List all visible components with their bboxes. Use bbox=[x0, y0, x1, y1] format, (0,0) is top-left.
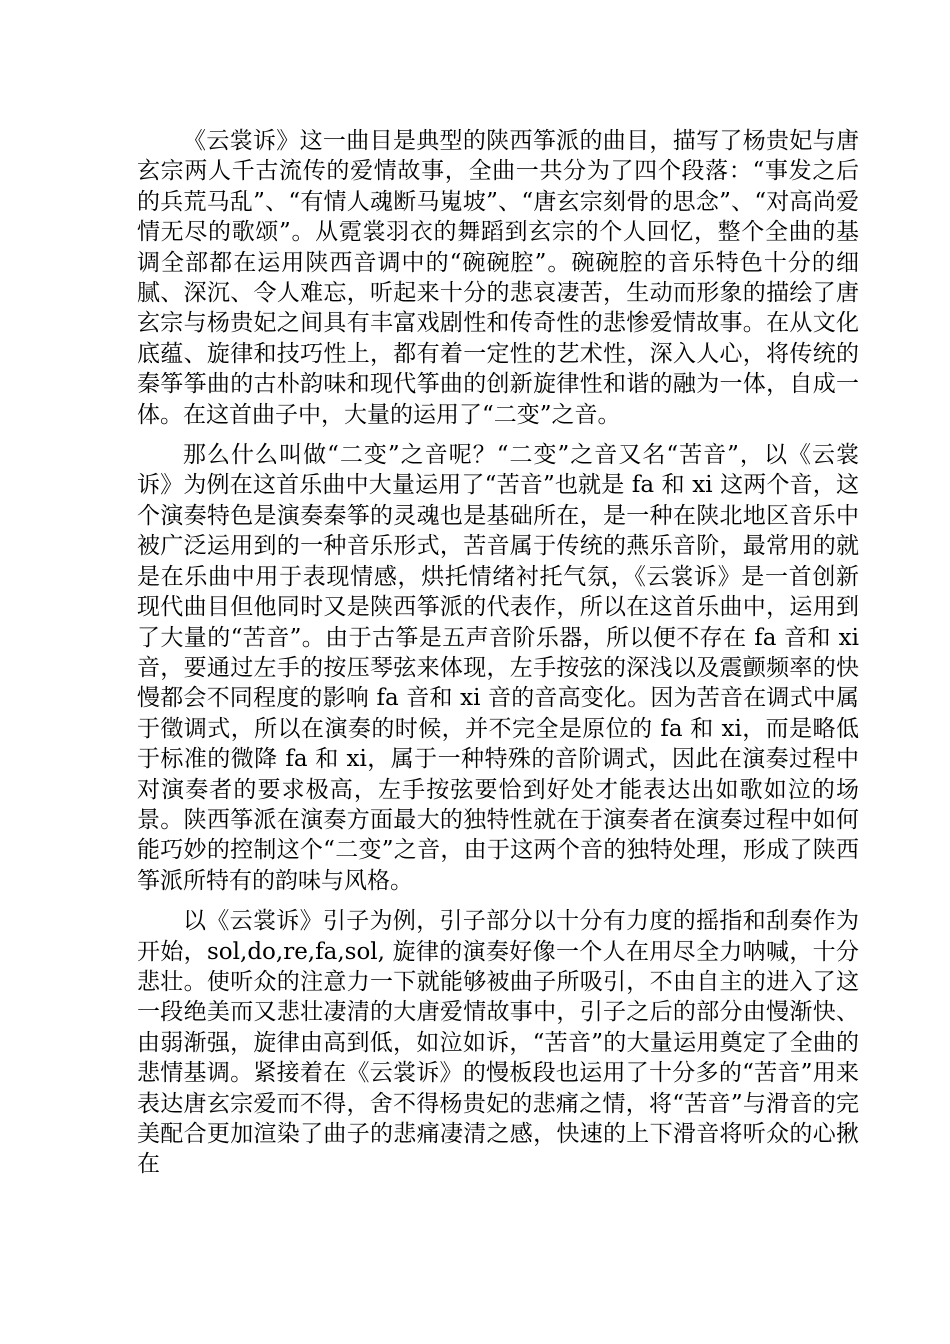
paragraph-2: 那么什么叫做“二变”之音呢？“二变”之音又名“苦音”，以《云裳诉》为例在这首乐曲中大量运用了“苦音”也就是 fa 和 xi 这两个音，这个演奏特色是演奏秦筝的灵魂也是基础所在，是一种在陕北地区音乐中被广泛运用到的一种音乐形式，苦音属于传统的燕乐音阶，最常用的就是在乐曲中用于表现情感，烘托情绪衬托气氛，《云裳诉》是一首创新现代曲目但他同时又是陕西筝派的代表作，所以在这首乐曲中，运用到了大量的“苦音”。由于古筝是五声音阶乐器，所以便不存在 fa 音和 xi 音，要通过左手的按压琴弦来体现，左手按弦的深浅以及震颤频率的快慢都会不同程度的影响 fa 音和 xi 音的音高变化。因为苦音在调式中属于徵调式，所以在演奏的时候，并不完全是原位的 fa 和 xi，而是略低于标准的微降 fa 和 xi，属于一种特殊的音阶调式，因此在演奏过程中对演奏者的要求极高，左手按弦要恰到好处才能表达出如歌如泣的场景。陕西筝派在演奏方面最大的独特性就在于演奏者在演奏过程中如何能巧妙的控制这个“二变”之音，由于这两个音的独特处理，形成了陕西筝派所特有的韵味与风格。 bbox=[137, 442, 859, 894]
paragraph-1: 《云裳诉》这一曲目是典型的陕西筝派的曲目，描写了杨贵妃与唐玄宗两人千古流传的爱情故事，全曲一共分为了四个段落：“事发之后的兵荒马乱”、“有情人魂断马嵬坡”、“唐玄宗刻骨的思念”、“对高尚爱情无尽的歌颂”。从霓裳羽衣的舞蹈到玄宗的个人回忆，整个全曲的基调全部都在运用陕西音调中的“碗碗腔”。碗碗腔的音乐特色十分的细腻、深沉、令人难忘，听起来十分的悲哀凄苦，生动而形象的描绘了唐玄宗与杨贵妃之间具有丰富戏剧性和传奇性的悲惨爱情故事。在从文化底蕴、旋律和技巧性上，都有着一定性的艺术性，深入人心，将传统的秦筝筝曲的古朴韵味和现代筝曲的创新旋律性和谐的融为一体，自成一体。在这首曲子中，大量的运用了“二变”之音。 bbox=[137, 128, 859, 428]
paragraph-3: 以《云裳诉》引子为例，引子部分以十分有力度的摇指和刮奏作为开始，sol,do,re,fa,sol, 旋律的演奏好像一个人在用尽全力呐喊，十分悲壮。使听众的注意力一下就能够被曲子所吸引，不由自主的进入了这一段绝美而又悲壮凄清的大唐爱情故事中，引子之后的部分由慢渐快、由弱渐强，旋律由高到低，如泣如诉，“苦音”的大量运用奠定了全曲的悲情基调。紧接着在《云裳诉》的慢板段也运用了十分多的“苦音”用来表达唐玄宗爱而不得，舍不得杨贵妃的悲痛之情，将“苦音”与滑音的完美配合更加渲染了曲子的悲痛凄清之感，快速的上下滑音将听众的心揪在 bbox=[137, 908, 859, 1178]
document-body bbox=[137, 126, 859, 1190]
